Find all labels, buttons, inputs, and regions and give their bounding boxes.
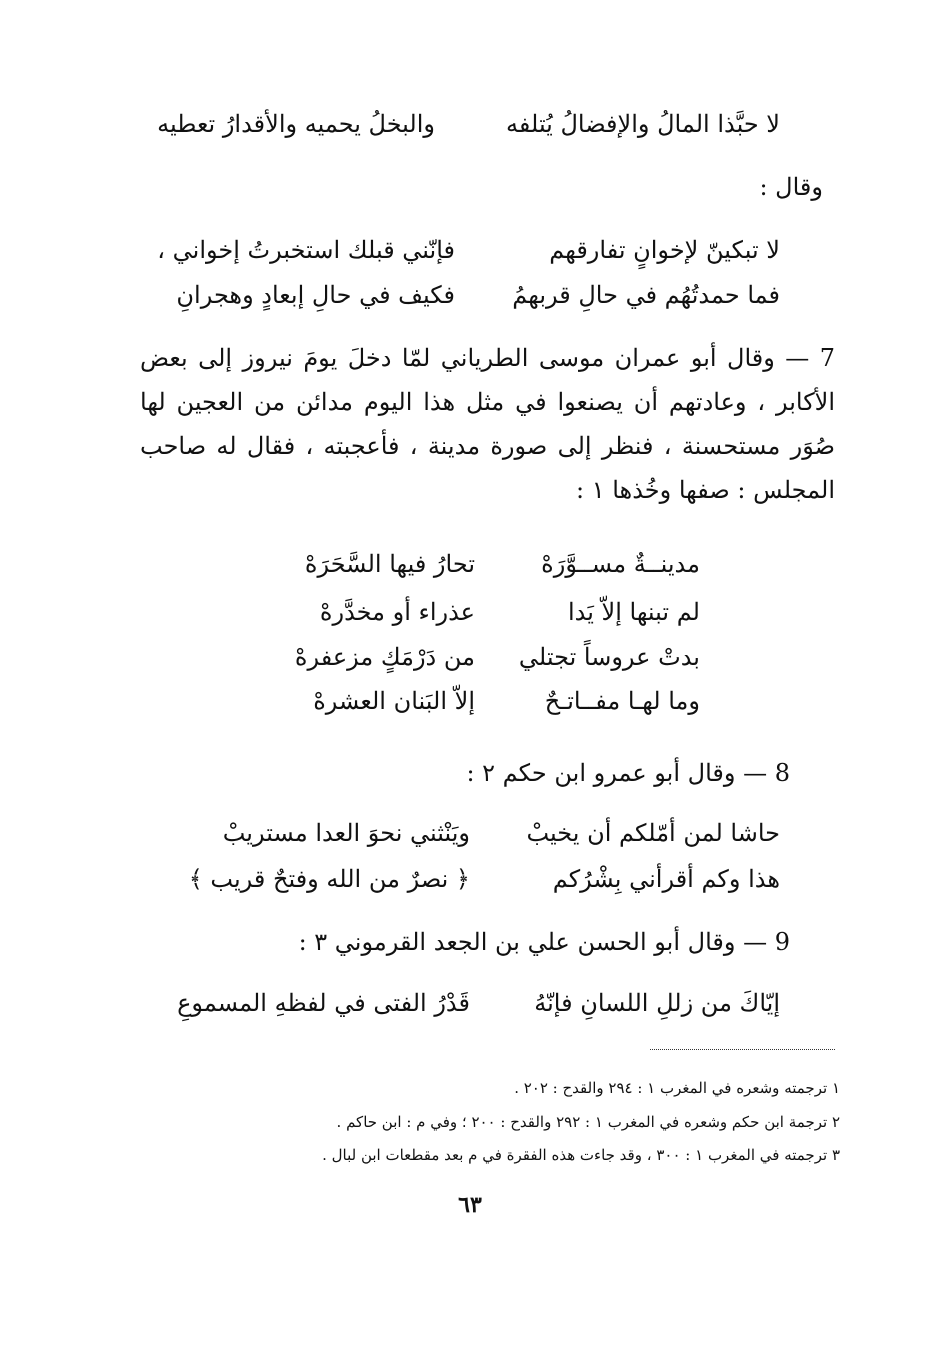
poem-line-first: لم تبنها إلاّ يَدا <box>567 598 700 626</box>
verse-first-hemistich: هذا وكم أقرأني بِشْرُكم <box>552 865 780 893</box>
section-intro: 9 — وقال أبو الحسن علي بن الجعد القرموني ٣ : <box>298 928 790 956</box>
page-number: ٦٣ <box>458 1192 482 1218</box>
footnote-separator <box>650 1049 835 1050</box>
verse-second-hemistich: فإنّني قبلك استخبرتُ إخواني ، <box>157 236 455 264</box>
footnote: ٣ ترجمته في المغرب ١ : ٣٠٠ ، وقد جاءت هذه الفقرة في م بعد مقطعات ابن لبال . <box>322 1146 840 1164</box>
footnote: ٢ ترجمة ابن حكم وشعره في المغرب ١ : ٢٩٢ والقدح : ٢٠٠ ؛ وفي م : ابن حاكم . <box>336 1113 840 1131</box>
poem-line-second: عذراء أو مخدَّرهْ <box>319 598 475 626</box>
poem-line-first: بدتْ عروساً تجتلي <box>518 643 700 671</box>
verse-second-hemistich: والبخلُ يحميه والأقدارُ تعطيه <box>157 110 435 138</box>
poem-line-second: من دَرْمَكٍ مزعفرهْ <box>294 643 475 671</box>
verse-second-hemistich: قَدْرُ الفتى في لفظهِ المسموعِ <box>177 989 470 1017</box>
poem-line-first: وما لهـا مفــاتـحٌ <box>544 687 700 715</box>
section-intro: 8 — وقال أبو عمرو ابن حكم ٢ : <box>466 759 790 787</box>
verse-first-hemistich: لا تبكينّ لإخوانٍ تفارقهم <box>549 236 780 264</box>
verse-first-hemistich: لا حبَّذا المالُ والإفضالُ يُتلفه <box>505 110 780 138</box>
section-intro: وقال : <box>759 173 823 201</box>
verse-second-hemistich: فكيف في حالِ إبعادٍ وهجرانِ <box>176 281 455 309</box>
poem-line-second: تحارُ فيها السَّحَرَهْ <box>304 550 475 578</box>
poem-line-second: إلاّ البَنان العشرهْ <box>313 687 475 715</box>
footnote: ١ ترجمته وشعره في المغرب ١ : ٢٩٤ والقدح : ٢٠٢ . <box>514 1079 840 1097</box>
verse-first-hemistich: إيّاكَ من زللِ اللسانِ فإنّهُ <box>534 989 780 1017</box>
verse-first-hemistich: حاشا لمن أمّلكم أن يخيبْ <box>526 819 780 847</box>
verse-second-hemistich: ويَنْثني نحوَ العدا مستريبْ <box>222 819 470 847</box>
verse-second-hemistich: ﴿ نصرٌ من الله وفتحٌ قريب ﴾ <box>188 865 470 893</box>
poem-line-first: مدينــةٌ مســوَّرَهْ <box>541 550 700 578</box>
paragraph-7: 7 — وقال أبو عمران موسى الطرياني لمّا دخلَ يومَ نيروز إلى بعض الأكابر ، وعادتهم أن يصنعوا في مثل هذا اليوم مدائن من العجين لها صُوَر مستحسنة ، فنظر إلى صورة مدينة ، فأعجبته ، فقال له صاحب المجلس : صفها وخُذها ١ : <box>140 344 835 504</box>
verse-first-hemistich: فما حمدتُهُم في حالِ قربهمُ <box>512 281 780 309</box>
